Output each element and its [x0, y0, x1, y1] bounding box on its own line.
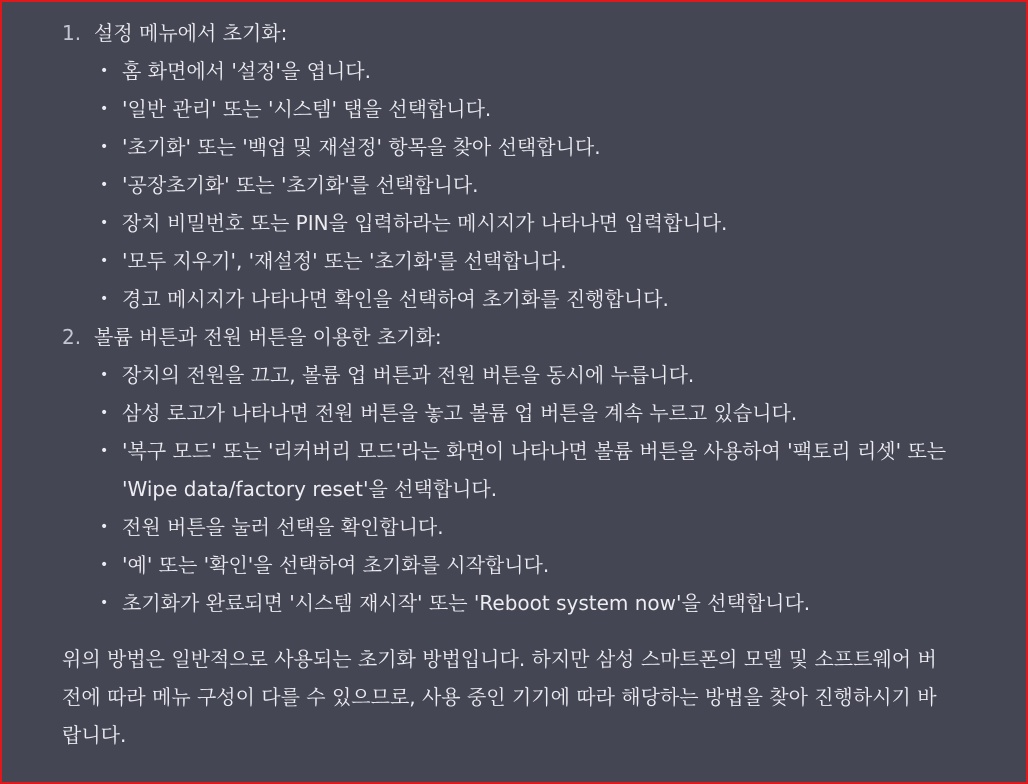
list-item-text: '복구 모드' 또는 '리커버리 모드'라는 화면이 나타나면 볼륨 버튼을 사용하여 '팩토리 리셋' 또는 'Wipe data/factory reset'을 선택합니다. — [122, 439, 947, 501]
list-item — [100, 432, 962, 508]
list-item — [100, 90, 962, 128]
list-item-text: 삼성 로고가 나타나면 전원 버튼을 놓고 볼륨 업 버튼을 계속 누르고 있습니다. — [122, 401, 798, 425]
list-item-text: '초기화' 또는 '백업 및 재설정' 항목을 찾아 선택합니다. — [122, 135, 601, 159]
bullet-icon: • — [100, 177, 109, 193]
step-1-items — [62, 52, 962, 318]
bullet-icon: • — [100, 63, 109, 79]
list-item — [100, 508, 962, 546]
steps-list — [62, 14, 962, 622]
step-2-title: 볼륨 버튼과 전원 버튼을 이용한 초기화: — [94, 325, 442, 349]
list-item-text: '공장초기화' 또는 '초기화'를 선택합니다. — [122, 173, 479, 197]
step-2-items — [62, 356, 962, 622]
bullet-icon: • — [100, 101, 109, 117]
step-2-heading — [62, 318, 962, 356]
list-item-text: '예' 또는 '확인'을 선택하여 초기화를 시작합니다. — [122, 553, 550, 577]
bullet-icon: • — [100, 139, 109, 155]
list-item-text: 장치의 전원을 끄고, 볼륨 업 버튼과 전원 버튼을 동시에 누릅니다. — [122, 363, 695, 387]
bullet-icon: • — [100, 253, 109, 269]
list-item — [100, 356, 962, 394]
bullet-icon: • — [100, 291, 109, 307]
chat-message — [62, 14, 962, 774]
list-item — [100, 546, 962, 584]
list-item — [100, 584, 962, 622]
list-item-text: 경고 메시지가 나타나면 확인을 선택하여 초기화를 진행합니다. — [122, 287, 669, 311]
list-item — [100, 280, 962, 318]
list-item — [100, 394, 962, 432]
bullet-icon: • — [100, 519, 109, 535]
step-2 — [62, 318, 962, 622]
bullet-icon: • — [100, 443, 109, 459]
step-1-title: 설정 메뉴에서 초기화: — [94, 21, 288, 45]
list-item — [100, 52, 962, 90]
list-item-text: '모두 지우기', '재설정' 또는 '초기화'를 선택합니다. — [122, 249, 567, 273]
step-2-number: 2. — [62, 325, 82, 349]
list-item — [100, 242, 962, 280]
list-item — [100, 204, 962, 242]
list-item-text: 홈 화면에서 '설정'을 엽니다. — [122, 59, 371, 83]
step-1-number: 1. — [62, 21, 82, 45]
list-item-text: 전원 버튼을 눌러 선택을 확인합니다. — [122, 515, 444, 539]
list-item-text: 초기화가 완료되면 '시스템 재시작' 또는 'Reboot system now'을 선택합니다. — [122, 591, 811, 615]
list-item-text: '일반 관리' 또는 '시스템' 탭을 선택합니다. — [122, 97, 492, 121]
step-1 — [62, 14, 962, 318]
list-item — [100, 166, 962, 204]
list-item — [100, 128, 962, 166]
bullet-icon: • — [100, 595, 109, 611]
bullet-icon: • — [100, 557, 109, 573]
step-1-heading — [62, 14, 962, 52]
bullet-icon: • — [100, 215, 109, 231]
bullet-icon: • — [100, 367, 109, 383]
bullet-icon: • — [100, 405, 109, 421]
list-item-text: 장치 비밀번호 또는 PIN을 입력하라는 메시지가 나타나면 입력합니다. — [122, 211, 728, 235]
summary-paragraph: 위의 방법은 일반적으로 사용되는 초기화 방법입니다. 하지만 삼성 스마트폰의 모델 및 소프트웨어 버전에 따라 메뉴 구성이 다를 수 있으므로, 사용 중인 기기에 따라 해당하는 방법을 찾아 진행하시기 바랍니다. — [62, 647, 937, 747]
